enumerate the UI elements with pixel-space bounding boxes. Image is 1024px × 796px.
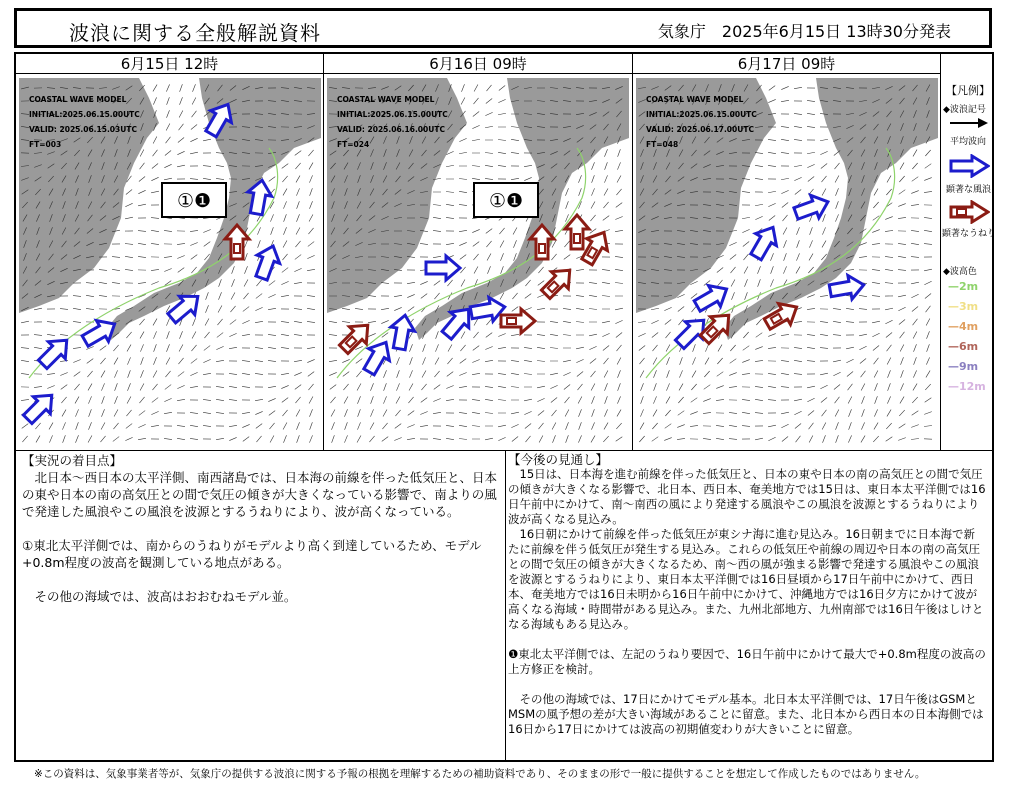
panel-date-1: 6月15日 12時 xyxy=(16,54,323,74)
legend-height-header: ◆波高色 xyxy=(943,267,977,277)
model-info-initial: INITIAL:2025.06.15.00UTC xyxy=(29,110,140,119)
model-info-model: COASTAL WAVE MODEL xyxy=(337,95,435,104)
header-box xyxy=(14,8,992,48)
issued-datetime: 気象庁 2025年6月15日 13時30分発表 xyxy=(657,22,951,41)
divider xyxy=(15,450,993,451)
model-info-initial: INITIAL:2025.06.15.00UTC xyxy=(646,110,757,119)
outlook-title: 【今後の見通し】 xyxy=(508,452,609,467)
wave-map-panel-2 xyxy=(327,78,629,450)
model-info-model: COASTAL WAVE MODEL xyxy=(29,95,127,104)
model-info-model: COASTAL WAVE MODEL xyxy=(646,95,744,104)
divider xyxy=(505,450,506,760)
legend-height-2m: —2m xyxy=(948,280,979,293)
outlook-paragraph-2: 16日朝にかけて前線を伴った低気圧が東シナ海に進む見込み。16日朝までに日本海で新たに前線を伴う低気圧が発生する見込み。これらの低気圧や前線の周辺や日本の南の高気圧との間で気圧の傾きが大きくなるため、南～西の風が強まる影響で発達する風浪やこの風浪を波源とするうねりにより、東日本太平洋側では16日昼頃から17日午前中にかけて、西日本、奄美地方では16日未明から16日午前中にかけて、沖縄地方では16日夕方にかけて波が高くなる海域・時間帯がある見込み。また、九州北部地方、九州南部では16日午後はしけとなる海域もある見込み。 xyxy=(508,527,984,631)
model-info-ft: FT=024 xyxy=(337,140,370,149)
legend-mean-direction: 平均波向 xyxy=(950,137,987,147)
wave-map-panel-1 xyxy=(19,78,321,450)
footer-note: ※この資料は、気象事業者等が、気象庁の提供する波浪に関する予報の根拠を理解するための補助資料であり、そのままの形で一般に提供することを想定して作成したものではありません。 xyxy=(34,768,926,780)
panel-date-3: 6月17日 09時 xyxy=(633,54,940,74)
model-info-ft: FT=048 xyxy=(646,140,679,149)
model-info-initial: INITIAL:2025.06.15.00UTC xyxy=(337,110,448,119)
current-section xyxy=(22,452,500,605)
current-title: 【実況の着目点】 xyxy=(22,453,123,468)
current-paragraph-2: ①東北太平洋側では、南からのうねりがモデルより高く到達しているため、モデル+0.8m程度の波高を観測している地点がある。 xyxy=(22,538,482,570)
swell-arrow-icon xyxy=(948,200,990,224)
divider xyxy=(632,54,633,450)
legend-notable-wind-wave: 顕著な風浪 xyxy=(946,185,992,195)
divider xyxy=(940,54,941,450)
legend-title: 【凡例】 xyxy=(946,84,990,97)
model-info-valid: VALID: 2025.06.15.03UTC xyxy=(29,125,137,134)
legend-height-9m: —9m xyxy=(948,360,979,373)
wind-wave-arrow-icon xyxy=(948,154,990,178)
legend-notable-swell: 顕著なうねり xyxy=(942,229,997,239)
current-paragraph-3: その他の海域では、波高はおおむねモデル並。 xyxy=(34,589,297,604)
legend-height-12m: —12m xyxy=(948,380,986,393)
legend-symbol-header: ◆波浪記号 xyxy=(943,105,986,115)
model-info-ft: FT=003 xyxy=(29,140,62,149)
mean-direction-arrow-icon xyxy=(948,116,990,130)
legend-height-4m: —4m xyxy=(948,320,979,333)
callout-box: ①❶ xyxy=(473,182,539,218)
legend-height-6m: —6m xyxy=(948,340,979,353)
current-paragraph-1: 北日本～西日本の太平洋側、南西諸島では、日本海の前線を伴った低気圧と、日本の東や日本の南の高気圧との間で気圧の傾きが大きくなっている影響で、南よりの風で発達した風浪やこの風浪を波源とするうねりにより、波が高くなっている。 xyxy=(22,470,498,519)
divider xyxy=(323,54,324,450)
model-info xyxy=(29,92,140,152)
callout-box: ①❶ xyxy=(161,182,227,218)
outlook-section xyxy=(508,452,986,737)
model-info xyxy=(646,92,757,152)
outlook-paragraph-3: ❶東北太平洋側では、左記のうねり要因で、16日午前中にかけて最大で+0.8m程度の波高の上方修正を検討。 xyxy=(508,647,986,676)
legend xyxy=(942,58,997,448)
model-info-valid: VALID: 2025.06.17.00UTC xyxy=(646,125,754,134)
panel-date-2: 6月16日 09時 xyxy=(324,54,632,74)
page-title: 波浪に関する全般解説資料 xyxy=(69,21,321,45)
model-info-valid: VALID: 2025.06.16.00UTC xyxy=(337,125,445,134)
wave-map-panel-3 xyxy=(636,78,938,450)
outlook-paragraph-1: 15日は、日本海を進む前線を伴った低気圧と、日本の東や日本の南の高気圧との間で気圧の傾きが大きくなる影響で、北日本、西日本、奄美地方では15日は、東日本太平洋側では16日午前中にかけて、南～南西の風により発達する風浪やこの風浪を波源とするうねりにより波が高くなる見込み。 xyxy=(508,467,986,526)
legend-height-3m: —3m xyxy=(948,300,979,313)
outlook-paragraph-4: その他の海域では、17日にかけてモデル基本。北日本太平洋側では、17日午後はGSMとMSMの風予想の差が大きい海域があることに留意。また、北日本から西日本の日本海側では16日から17日にかけては波高の初期値変わりが大きいことに留意。 xyxy=(508,692,984,736)
model-info xyxy=(337,92,448,152)
